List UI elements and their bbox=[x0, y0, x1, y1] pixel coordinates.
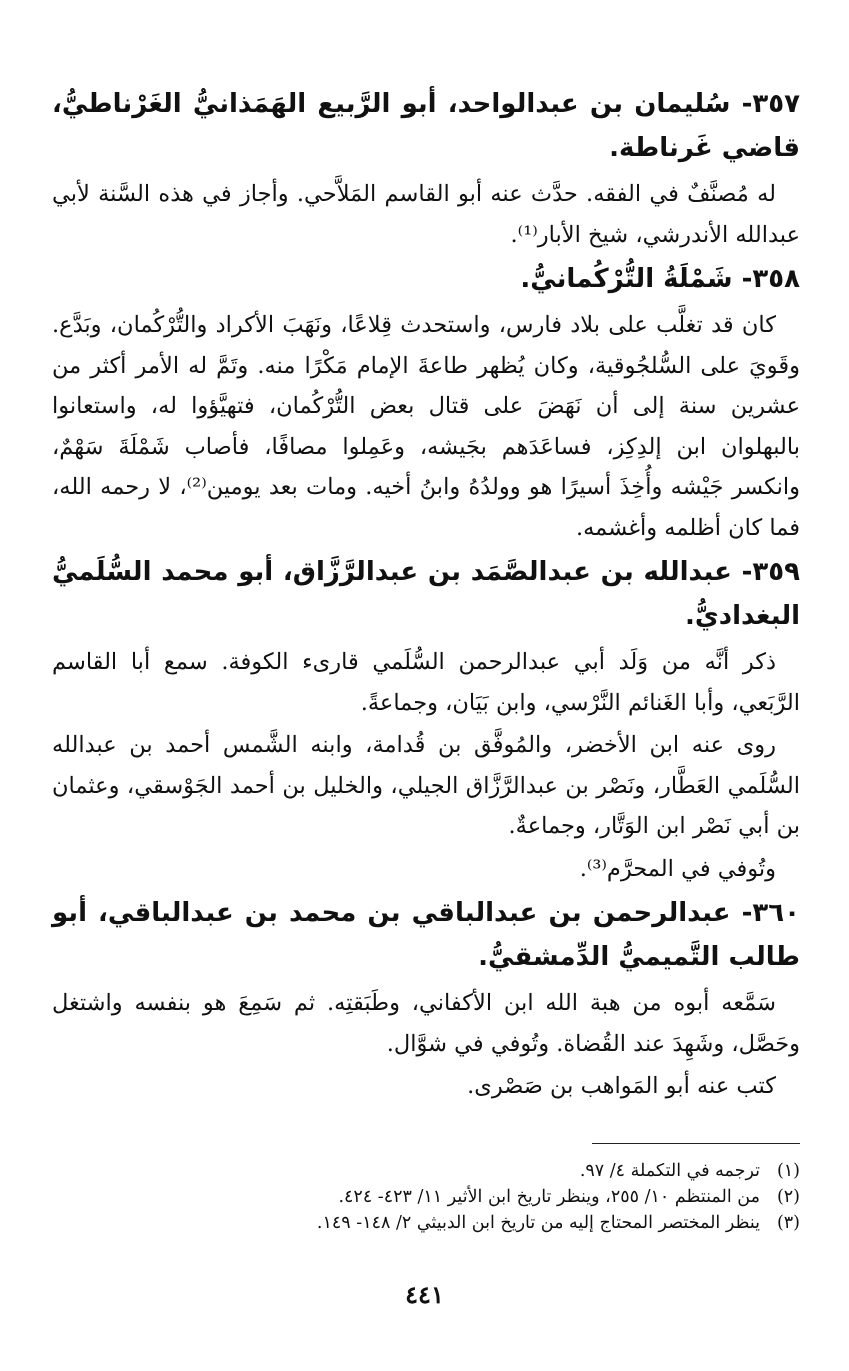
entry-360 bbox=[52, 891, 800, 1107]
page-body bbox=[52, 82, 800, 1109]
entry-paragraph: كتب عنه أبو المَواهب بن صَصْرى. bbox=[467, 1073, 776, 1099]
entry-paragraph: له مُصنَّفٌ في الفقه. حدَّث عنه أبو القاسم المَلاَّحي. وأجاز في هذه السَّنة لأبي عبدالله الأندرشي، شيخ الأبار⁽¹⁾. bbox=[52, 181, 800, 248]
entry-paragraph: سَمَّعه أبوه من هبة الله ابن الأكفاني، وطَبَقتِه. ثم سَمِعَ هو بنفسه واشتغل وحَصَّل، وشَهِدَ عند القُضاة. وتُوفي في شوَّال. bbox=[52, 990, 800, 1057]
footnote-2 bbox=[52, 1184, 800, 1210]
entry-heading: ٣٥٧- سُليمان بن عبدالواحد، أبو الرَّبيع الهَمَذانيُّ الغَرْناطيُّ، قاضي غَرناطة. bbox=[52, 89, 800, 163]
footnote-1 bbox=[52, 1158, 800, 1184]
entry-357 bbox=[52, 82, 800, 255]
footnote-number: (٢) bbox=[776, 1187, 800, 1207]
footnote-text: من المنتظم ١٠/ ٢٥٥، وينظر تاريخ ابن الأثير ١١/ ٤٢٣- ٤٢٤. bbox=[338, 1187, 760, 1207]
entry-heading: ٣٦٠- عبدالرحمن بن عبدالباقي بن محمد بن عبدالباقي، أبو طالب التَّميميُّ الدِّمشقيُّ. bbox=[52, 898, 800, 972]
entry-paragraph: روى عنه ابن الأخضر، والمُوفَّق بن قُدامة، وابنه الشَّمس أحمد بن عبدالله السُّلَمي العَطَّار، ونَصْر بن عبدالرَّزَّاق الجيلي، والخليل بن أحمد الجَوْسقي، وعثمان بن أبي نَصْر ابن الوَتَّار، وجماعةٌ. bbox=[52, 732, 800, 839]
footnote-divider bbox=[592, 1143, 800, 1144]
entry-358 bbox=[52, 257, 800, 548]
entry-paragraph: ذكر أنَّه من وَلَد أبي عبدالرحمن السُّلَمي قارىء الكوفة. سمع أبا القاسم الرَّبَعي، وأبا الغَنائم النَّرْسي، وابن بَيَان، وجماعةً. bbox=[52, 649, 800, 716]
footnote-number: (١) bbox=[776, 1161, 800, 1181]
footnote-number: (٣) bbox=[776, 1213, 800, 1233]
footnote-text: ينظر المختصر المحتاج إليه من تاريخ ابن الدبيثي ٢/ ١٤٨- ١٤٩. bbox=[316, 1213, 760, 1233]
entry-heading: ٣٥٨- شَمْلَةُ التُّرْكُمانيُّ. bbox=[520, 264, 800, 294]
footnotes bbox=[52, 1158, 800, 1236]
footnote-text: ترجمه في التكملة ٤/ ٩٧. bbox=[579, 1161, 760, 1181]
entry-359 bbox=[52, 550, 800, 889]
entry-paragraph: وتُوفي في المحرَّم⁽³⁾. bbox=[579, 855, 776, 882]
entry-heading: ٣٥٩- عبدالله بن عبدالصَّمَد بن عبدالرَّزَّاق، أبو محمد السُّلَميُّ البغداديُّ. bbox=[52, 557, 800, 631]
footnote-3 bbox=[52, 1210, 800, 1236]
page-number: ٤٤١ bbox=[405, 1280, 444, 1309]
entry-paragraph: كان قد تغلَّب على بلاد فارس، واستحدث قِلاعًا، ونَهَبَ الأكراد والتُّرْكُمان، وبَدَّع. وقَويَ على السُّلجُوقية، وكان يُظهر طاعةَ الإمام مَكْرًا منه. وتَمَّ له الأمر أكثر من عشرين سنة إلى أن نَهَضَ على قتال بعض التُّرْكُمان، فتهيَّؤوا له، واستعانوا بالبهلوان ابن إلدِكِز، فساعَدَهم بجَيشه، وعَمِلوا مصافًا، فأصاب شَمْلَةَ سَهْمٌ، وانكسر جَيْشه وأُخِذَ أسيرًا هو وولدُهُ وابنُ أخيه. ومات بعد يومين⁽²⁾، لا رحمه الله، فما كان أظلمه وأغشمه. bbox=[52, 312, 800, 541]
